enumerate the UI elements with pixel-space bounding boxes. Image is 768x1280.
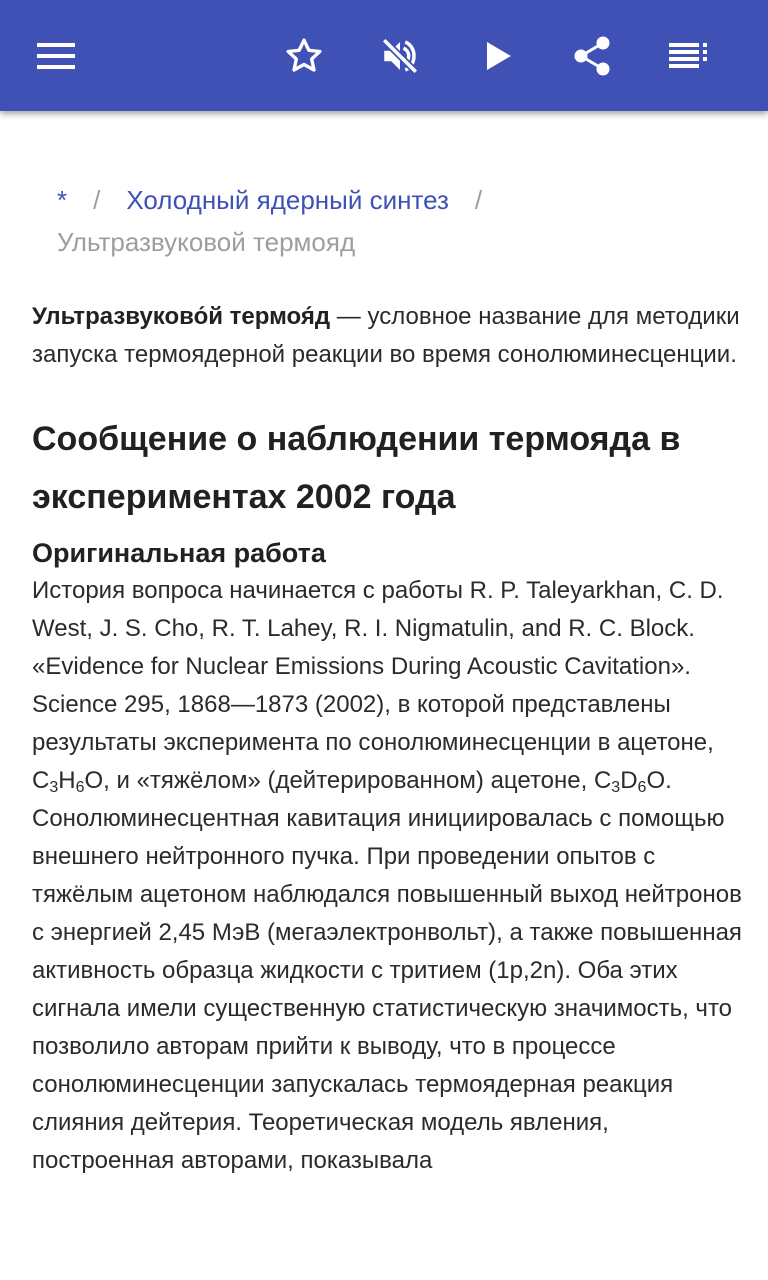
play-button[interactable]	[468, 26, 528, 86]
lead-text: — условное название для методики запуска термоядерной реакции во время сонолюминесценции.	[32, 303, 740, 368]
breadcrumb-separator: /	[474, 185, 483, 215]
article-body	[32, 298, 742, 1180]
menu-icon	[37, 42, 75, 70]
share-icon	[572, 35, 612, 77]
section-heading: Сообщение о наблюдении термояда в экспериментах 2002 года	[32, 420, 681, 516]
subscript: 3	[611, 779, 621, 796]
volume-off-icon	[379, 35, 421, 77]
play-icon	[483, 40, 513, 72]
article-term: Ультразвуково́й термоя́д	[32, 303, 331, 330]
subscript: 6	[637, 779, 647, 796]
body-text-1: История вопроса начинается с работы R. P. Taleyarkhan, C. D. West, J. S. Cho, R. T. Lahey, R. I. Nigmatulin, and R. C. Block. «Evidence for Nuclear Emissions During Acoustic Cavitation». Science 295, 1868—1873 (2002), в которой представлены результаты эксперимента по сонолюминесценции в ацетоне, C	[32, 577, 724, 794]
body-text-d: D	[620, 767, 638, 794]
subscript: 6	[75, 779, 85, 796]
favorite-button[interactable]	[274, 26, 334, 86]
menu-button[interactable]	[26, 26, 86, 86]
app-toolbar	[0, 0, 768, 111]
article-content	[0, 111, 768, 1280]
breadcrumb-separator: /	[93, 185, 101, 215]
body-paragraph	[32, 572, 742, 1180]
breadcrumb-parent-link[interactable]: Холодный ядерный синтез	[126, 185, 449, 215]
subscript: 3	[49, 779, 59, 796]
body-text-h: H	[58, 767, 76, 794]
share-button[interactable]	[562, 26, 622, 86]
breadcrumb	[57, 179, 747, 263]
star-icon	[284, 36, 324, 76]
breadcrumb-current: Ультразвуковой термояд	[57, 227, 356, 257]
toc-icon	[669, 43, 707, 69]
mute-button[interactable]	[370, 26, 430, 86]
body-text-2: O, и «тяжёлом» (дейтерированном) ацетоне, C	[84, 767, 612, 794]
body-text-3: O. Сонолюминесцентная кавитация инициировалась с помощью внешнего нейтронного пучка. При проведении опытов с тяжёлым ацетоном наблюдался повышенный выход нейтронов с энергией 2,45 МэВ (мегаэлектронвольт), а также повышенная активность образца жидкости с тритием (1p,2n). Оба этих сигнала имели существенную статистическую значимость, что позволило авторам прийти к выводу, что в процессе сонолюминесценции запускалась термоядерная реакция слияния дейтерия. Теоретическая модель явления, построенная авторами, показывала	[32, 767, 742, 1174]
breadcrumb-home-link[interactable]: *	[57, 185, 68, 215]
subsection-heading: Оригинальная работа	[32, 538, 326, 568]
contents-button[interactable]	[658, 26, 718, 86]
lead-paragraph	[32, 298, 742, 374]
